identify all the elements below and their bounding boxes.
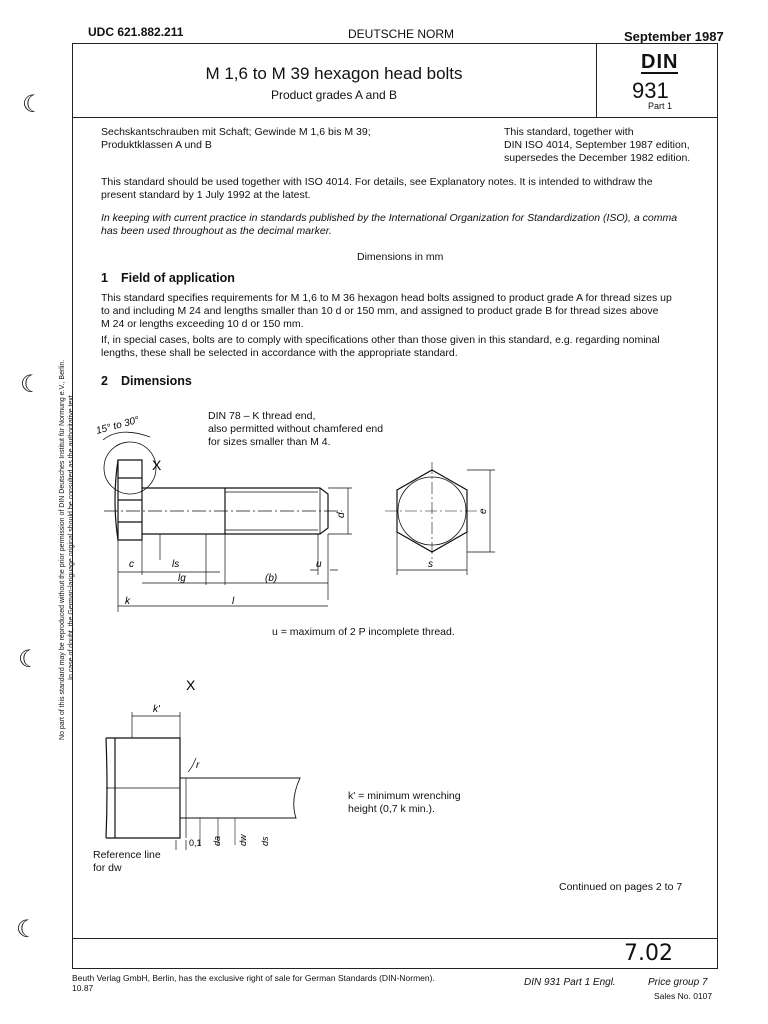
section-1-paragraph-2: If, in special cases, bolts are to comply with specifications other than those given in this standard, e.g. regarding nominal lengths, these shall be selected in accordance with the appropriate standard. [101,334,660,359]
binder-hole-mark: ☾ [16,915,38,943]
dim-l-label: l [232,596,235,607]
dim-e-label: e [478,508,489,514]
sales-number: Sales No. 0107 [654,991,713,1001]
supersedes-note: This standard, together with DIN ISO 4014, September 1987 edition, supersedes the December 1982 edition. [504,126,691,164]
decimal-marker-note: In keeping with current practice in standards published by the International Organization for Standardization (ISO), a comma has been used throughout as the decimal marker. [101,212,678,237]
edition-code: 10.87 [72,983,94,993]
dim-dw-label: dw [238,834,248,846]
edition-date: September 1987 [624,29,724,44]
german-title: Sechskantschrauben mit Schaft; Gewinde M 1,6 bis M 39; Produktklassen A und B [101,126,371,151]
binder-hole-mark: ☾ [18,645,40,673]
dim-d-label: d [336,512,347,518]
dim-b-label: (b) [265,573,278,584]
din-logo: DIN [641,51,679,73]
hexagon-end-view-drawing [380,450,510,600]
section-1-paragraph-1: This standard specifies requirements for M 1,6 to M 36 hexagon head bolts assigned to product grade A for thread sizes up to and including M 24 and lengths smaller than 10 d or 150 mm, and assigned to product grade B for thread sizes above M 24 or lengths exceeding 10 d or 150 mm. [101,292,672,330]
section-2-heading: 2 Dimensions [101,374,192,388]
footer-rule [72,938,718,939]
din-part-label: Part 1 [648,101,673,111]
radius-r-label: r [196,760,200,771]
dim-ds-label: ds [260,836,270,846]
detail-x-drawing [90,670,320,850]
document-title: M 1,6 to M 39 hexagon head bolts [205,64,463,83]
page-identifier: 7.02 [624,941,673,966]
reference-line-note: Reference line for dw [93,849,161,874]
publisher-rights: Beuth Verlag GmbH, Berlin, has the exclusive right of sale for German Standards (DIN-Normen). [72,973,435,983]
dim-u-label: u [316,559,322,570]
udc-code: UDC 621.882.211 [88,25,184,39]
u-definition-note: u = maximum of 2 P incomplete thread. [272,626,455,638]
dim-da-label: da [212,835,222,846]
detail-x-mark: X [152,457,162,473]
angle-label: 15° to 30° [94,414,141,437]
price-group: Price group 7 [648,977,708,988]
din-standard-number: 931 [632,78,669,103]
continued-note: Continued on pages 2 to 7 [559,881,683,893]
dim-01-label: 0,1 [189,838,202,848]
binder-hole-mark: ☾ [22,90,44,118]
dim-s-label: s [428,559,433,570]
dim-lg-label: lg [178,573,186,584]
kprime-definition-note: k' = minimum wrenching height (0,7 k min.). [348,790,461,815]
dim-kprime-label: k' [153,704,160,715]
document-reference: DIN 931 Part 1 Engl. [524,977,616,988]
dim-ls-label: ls [172,559,180,570]
thread-end-note: DIN 78 – K thread end, also permitted without chamfered end for sizes smaller than M 4. [208,410,384,448]
copyright-side-notice: No part of this standard may be reproduced without the prior permission of DIN Deutsches Institut für Normung e.V., Berlin. In case of doubt, the German-language original should be consulted as the authoritative text. [59,359,75,740]
dim-c-label: c [129,559,134,570]
dimensions-note: Dimensions in mm [357,251,444,263]
deutsche-norm-label: DEUTSCHE NORM [348,27,455,41]
document-subtitle: Product grades A and B [270,88,398,102]
binder-hole-mark: ☾ [20,370,42,398]
usage-note: This standard should be used together with ISO 4014. For details, see Explanatory notes. It is intended to withdraw the present standard by 1 July 1992 at the latest. [101,176,653,201]
dim-k-label: k [125,596,130,607]
section-1-heading: 1 Field of application [101,271,235,285]
detail-x-title: X [186,677,196,693]
